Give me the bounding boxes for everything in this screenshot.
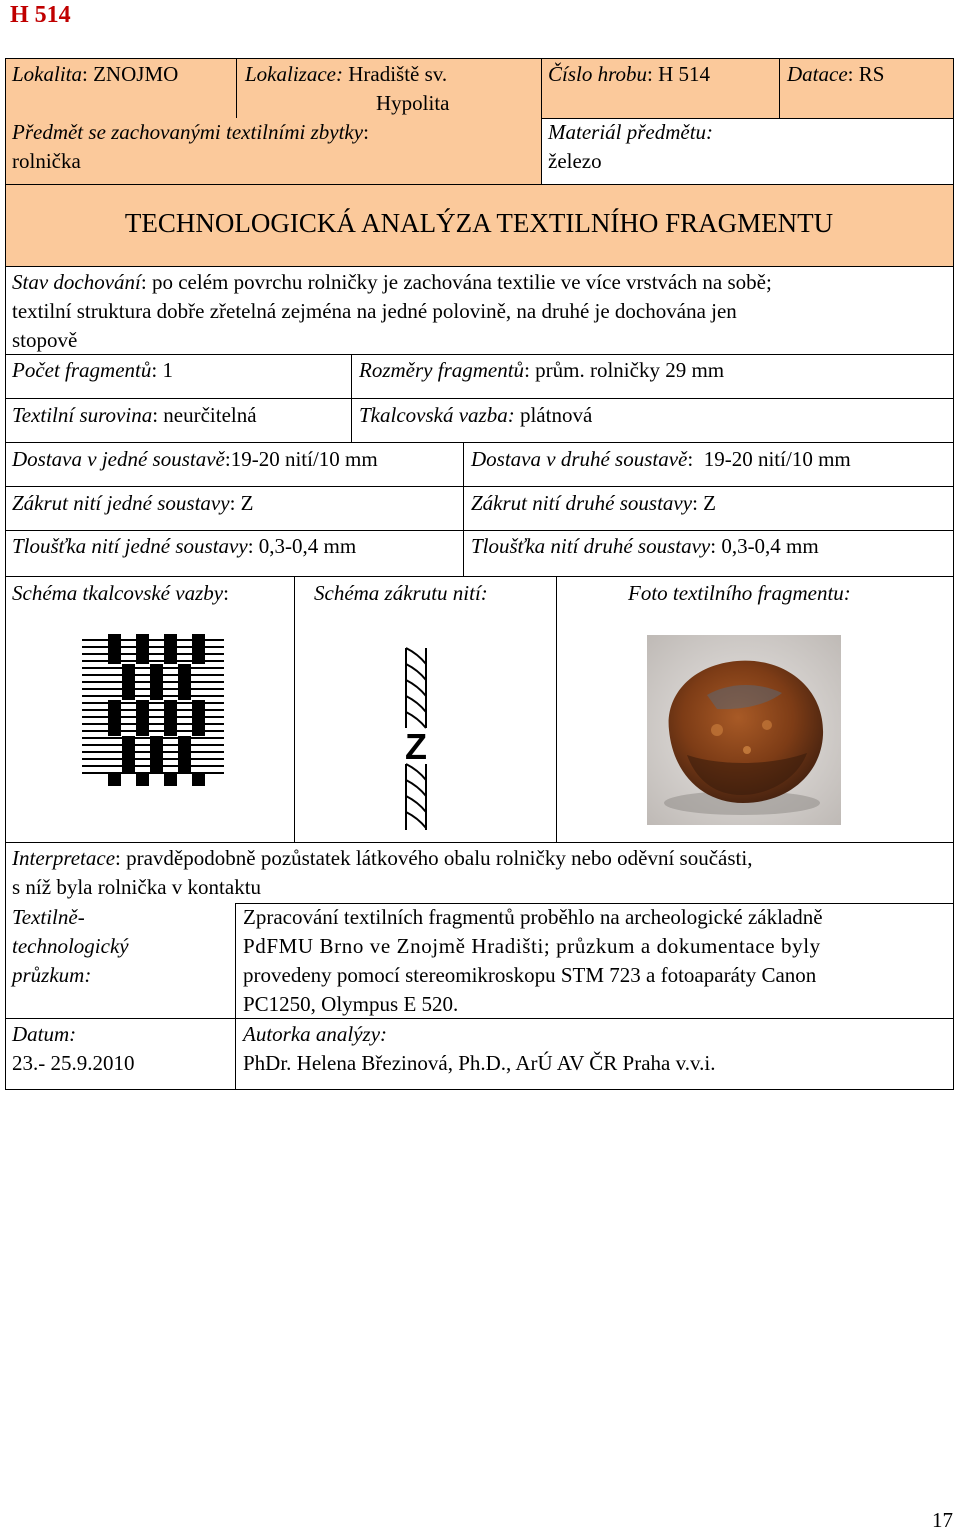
pruzkum-label-3: průzkum: (12, 963, 92, 987)
zakrut2-value: Z (703, 491, 716, 515)
dostava2-label: Dostava v druhé soustavě (471, 447, 688, 471)
stav-label: Stav dochování (12, 270, 141, 294)
material-value: železo (548, 149, 602, 173)
datum-value: 23.- 25.9.2010 (12, 1051, 135, 1075)
datace-field: Datace: RS (787, 62, 885, 86)
predmet-value: rolnička (12, 149, 81, 173)
twist-letter: Z (405, 726, 427, 767)
pruzkum-label-1: Textilně- (12, 905, 85, 929)
lokalita-value: ZNOJMO (93, 62, 179, 86)
rozmery-value: prům. rolničky 29 mm (535, 358, 725, 382)
lokalita-label: Lokalita (12, 62, 83, 86)
rozmery-label: Rozměry fragmentů (359, 358, 525, 382)
pruzkum-line-2: PdFMU Brno ve Znojmě Hradišti; průzkum a dokumentace byly (243, 934, 821, 958)
tloustka2-field: Tloušťka nití druhé soustavy: 0,3-0,4 mm (471, 534, 819, 558)
surovina-field: Textilní surovina: neurčitelná (12, 403, 257, 427)
rozmery-field: Rozměry fragmentů: prům. rolničky 29 mm (359, 358, 725, 382)
pocet-field: Počet fragmentů: 1 (12, 358, 173, 382)
schema-zakrutu-label: Schéma zákrutu nití: (314, 581, 488, 605)
vazba-value: plátnová (519, 403, 593, 427)
material-label: Materiál předmětu: (548, 120, 714, 144)
vazba-field (359, 401, 592, 430)
pocet-label: Počet fragmentů (12, 358, 152, 382)
dostava1-label: Dostava v jedné soustavě (12, 447, 225, 471)
dostava1-value: 19-20 nití/10 mm (230, 447, 378, 471)
tloustka2-label: Tloušťka nití druhé soustavy (471, 534, 711, 558)
dostava2-field: Dostava v druhé soustavě: 19-20 nití/10 mm (471, 447, 851, 471)
autorka-value: PhDr. Helena Březinová, Ph.D., ArÚ AV ČR Praha v.v.i. (243, 1051, 716, 1075)
pruzkum-line-1: Zpracování textilních fragmentů proběhlo na archeologické základně (243, 905, 823, 929)
document-id: H 514 (10, 2, 71, 28)
datace-label: Datace (787, 62, 848, 86)
schema-vazby-label: Schéma tkalcovské vazby (12, 581, 224, 605)
autorka-label: Autorka analýzy: (243, 1022, 388, 1046)
foto-label: Foto textilního fragmentu: (628, 581, 851, 605)
fragment-photo (647, 635, 841, 825)
dostava2-value: 19-20 nití/10 mm (703, 447, 851, 471)
surovina-value: neurčitelná (163, 403, 257, 427)
pruzkum-line-3: provedeny pomocí stereomikroskopu STM 723 a fotoaparáty Canon (243, 963, 817, 987)
tloustka1-field: Tloušťka nití jedné soustavy: 0,3-0,4 mm (12, 534, 357, 558)
lokalizace-label: Lokalizace: (245, 62, 343, 86)
pocet-value: 1 (162, 358, 173, 382)
dostava1-field: Dostava v jedné soustavě:19-20 nití/10 mm (12, 447, 378, 471)
zakrut1-field: Zákrut nití jedné soustavy: Z (12, 491, 254, 515)
lokalizace-value-2: Hypolita (376, 91, 450, 115)
datum-label: Datum: (12, 1022, 77, 1046)
interpretace-line-2: s níž byla rolnička v kontaktu (12, 875, 262, 899)
tloustka1-label: Tloušťka nití jedné soustavy (12, 534, 248, 558)
lokalizace-field (245, 60, 447, 89)
lokalizace-value-1: Hradiště sv. (348, 62, 448, 86)
tloustka1-value: 0,3-0,4 mm (258, 534, 357, 558)
stav-line-1: Stav dochování: po celém povrchu rolničky je zachována textilie ve více vrstvách na sobě; (12, 270, 772, 294)
pruzkum-label-2: technologický (12, 934, 129, 958)
zakrut1-label: Zákrut nití jedné soustavy (12, 491, 230, 515)
pruzkum-line-4: PC1250, Olympus E 520. (243, 992, 459, 1016)
cislo-label: Číslo hrobu (548, 62, 647, 86)
stav-line-3: stopově (12, 328, 78, 352)
zakrut1-value: Z (240, 491, 254, 515)
cislo-value: H 514 (658, 62, 711, 86)
cislo-field: Číslo hrobu: H 514 (548, 62, 711, 86)
predmet-label: Předmět se zachovanými textilními zbytky (12, 120, 364, 144)
schema-vazby-field: Schéma tkalcovské vazby: (12, 581, 229, 605)
weave-diagram (82, 634, 224, 786)
vazba-label: Tkalcovská vazba: (359, 403, 515, 427)
lokalita-field: Lokalita: ZNOJMO (12, 62, 179, 86)
interpretace-line-1: Interpretace: pravděpodobně pozůstatek látkového obalu rolničky nebo oděvní součásti, (12, 846, 753, 870)
stav-line-2: textilní struktura dobře zřetelná zejména na jedné polovině, na druhé je dochována jen (12, 299, 737, 323)
zakrut2-field: Zákrut nití druhé soustavy: Z (471, 491, 716, 515)
tloustka2-value: 0,3-0,4 mm (721, 534, 819, 558)
predmet-field: Předmět se zachovanými textilními zbytky: (12, 120, 369, 144)
section-title: TECHNOLOGICKÁ ANALÝZA TEXTILNÍHO FRAGMENTU (124, 208, 834, 238)
twist-diagram (396, 644, 436, 834)
page-number: 17 (932, 1508, 953, 1532)
datace-value: RS (858, 62, 885, 86)
zakrut2-label: Zákrut nití druhé soustavy (471, 491, 693, 515)
surovina-label: Textilní surovina (12, 403, 153, 427)
interpretace-label: Interpretace (12, 846, 116, 870)
